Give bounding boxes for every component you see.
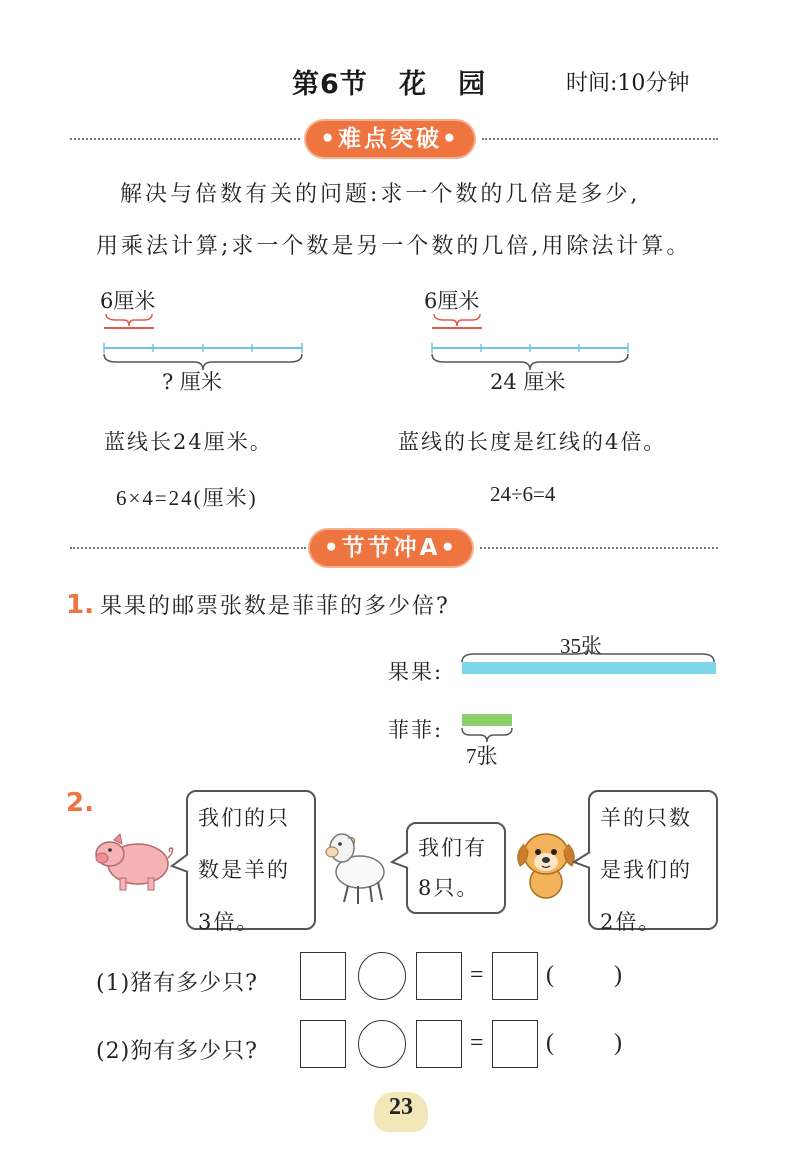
question-1-text: 果果的邮票张数是菲菲的多少倍?: [100, 594, 450, 619]
unit-paren-open-2: (: [546, 1030, 554, 1056]
sheep-bubble-line-1: 我们有: [418, 836, 487, 860]
right-bottom-label: 24 厘米: [490, 370, 566, 394]
right-statement: 蓝线的长度是红线的4倍。: [398, 430, 667, 454]
answer-box-1c[interactable]: [492, 952, 538, 1000]
unit-paren-close-2: ): [614, 1030, 622, 1056]
dog-bubble-line-1: 羊的只数: [600, 806, 692, 830]
equals-sign-1: =: [470, 962, 484, 988]
divider-left: [70, 138, 300, 140]
operator-circle-2[interactable]: [358, 1020, 406, 1068]
right-top-label: 6厘米: [424, 289, 480, 313]
page-title: 第6节 花 园: [292, 69, 487, 100]
dog-speech-bubble: [588, 790, 718, 934]
answer-box-2c[interactable]: [492, 1020, 538, 1068]
answer-box-2a[interactable]: [300, 1020, 346, 1068]
sheep-speech-bubble: [406, 822, 506, 914]
answer-box-2b[interactable]: [416, 1020, 462, 1068]
sheep-bubble-tail: [390, 850, 410, 874]
operator-circle-1[interactable]: [358, 952, 406, 1000]
unit-paren-open-1: (: [546, 962, 554, 988]
left-top-label: 6厘米: [100, 289, 156, 313]
divider-right: [482, 138, 718, 140]
question-2-number: 2.: [66, 788, 94, 818]
pig-illustration: [92, 830, 178, 894]
dog-bubble-tail: [572, 850, 592, 874]
guoguo-label: 果果:: [388, 660, 444, 684]
answer-box-1a[interactable]: [300, 952, 346, 1000]
left-equation: 6×4=24(厘米): [116, 486, 258, 510]
section-badge-practice: •节节冲A•: [310, 530, 472, 566]
feifei-bar: [462, 714, 512, 726]
explanation-line-1: 解决与倍数有关的问题:求一个数的几倍是多少,: [120, 182, 641, 207]
answer-box-1b[interactable]: [416, 952, 462, 1000]
left-bottom-label: ? 厘米: [162, 370, 222, 394]
unit-paren-close-1: ): [614, 962, 622, 988]
sheep-illustration: [318, 826, 392, 908]
sub-question-1: (1)猪有多少只?: [96, 971, 258, 996]
section-badge-difficulty: •难点突破•: [306, 121, 474, 157]
equals-sign-2: =: [470, 1030, 484, 1056]
unit-blank-2[interactable]: [556, 1028, 608, 1058]
time-limit: 时间:10分钟: [566, 71, 690, 96]
unit-blank-1[interactable]: [556, 960, 608, 990]
explanation-line-2: 用乘法计算;求一个数是另一个数的几倍,用除法计算。: [96, 234, 692, 259]
guoguo-bar-diagram: [458, 648, 720, 678]
pig-bubble-line-3: 3倍。: [198, 910, 260, 934]
guoguo-bar: [462, 662, 716, 674]
pig-bubble-tail: [170, 852, 190, 876]
divider-right-2: [480, 547, 718, 549]
right-equation: 24÷6=4: [490, 482, 556, 506]
left-statement: 蓝线长24厘米。: [104, 430, 273, 454]
feifei-value: 7张: [466, 744, 498, 768]
feifei-bar-diagram: [458, 710, 518, 744]
pig-bubble-line-2: 数是羊的: [198, 858, 290, 882]
pig-speech-bubble: [186, 790, 316, 934]
feifei-label: 菲菲:: [388, 718, 444, 742]
divider-left-2: [70, 547, 306, 549]
sheep-bubble-line-2: 8只。: [418, 876, 480, 900]
page-number: 23: [389, 1094, 413, 1120]
pig-bubble-line-1: 我们的只: [198, 806, 290, 830]
question-1-number: 1.: [66, 590, 94, 620]
sub-question-2: (2)狗有多少只?: [96, 1039, 258, 1064]
dog-bubble-line-3: 2倍。: [600, 910, 662, 934]
dog-bubble-line-2: 是我们的: [600, 858, 692, 882]
guoguo-value: 35张: [560, 634, 602, 658]
